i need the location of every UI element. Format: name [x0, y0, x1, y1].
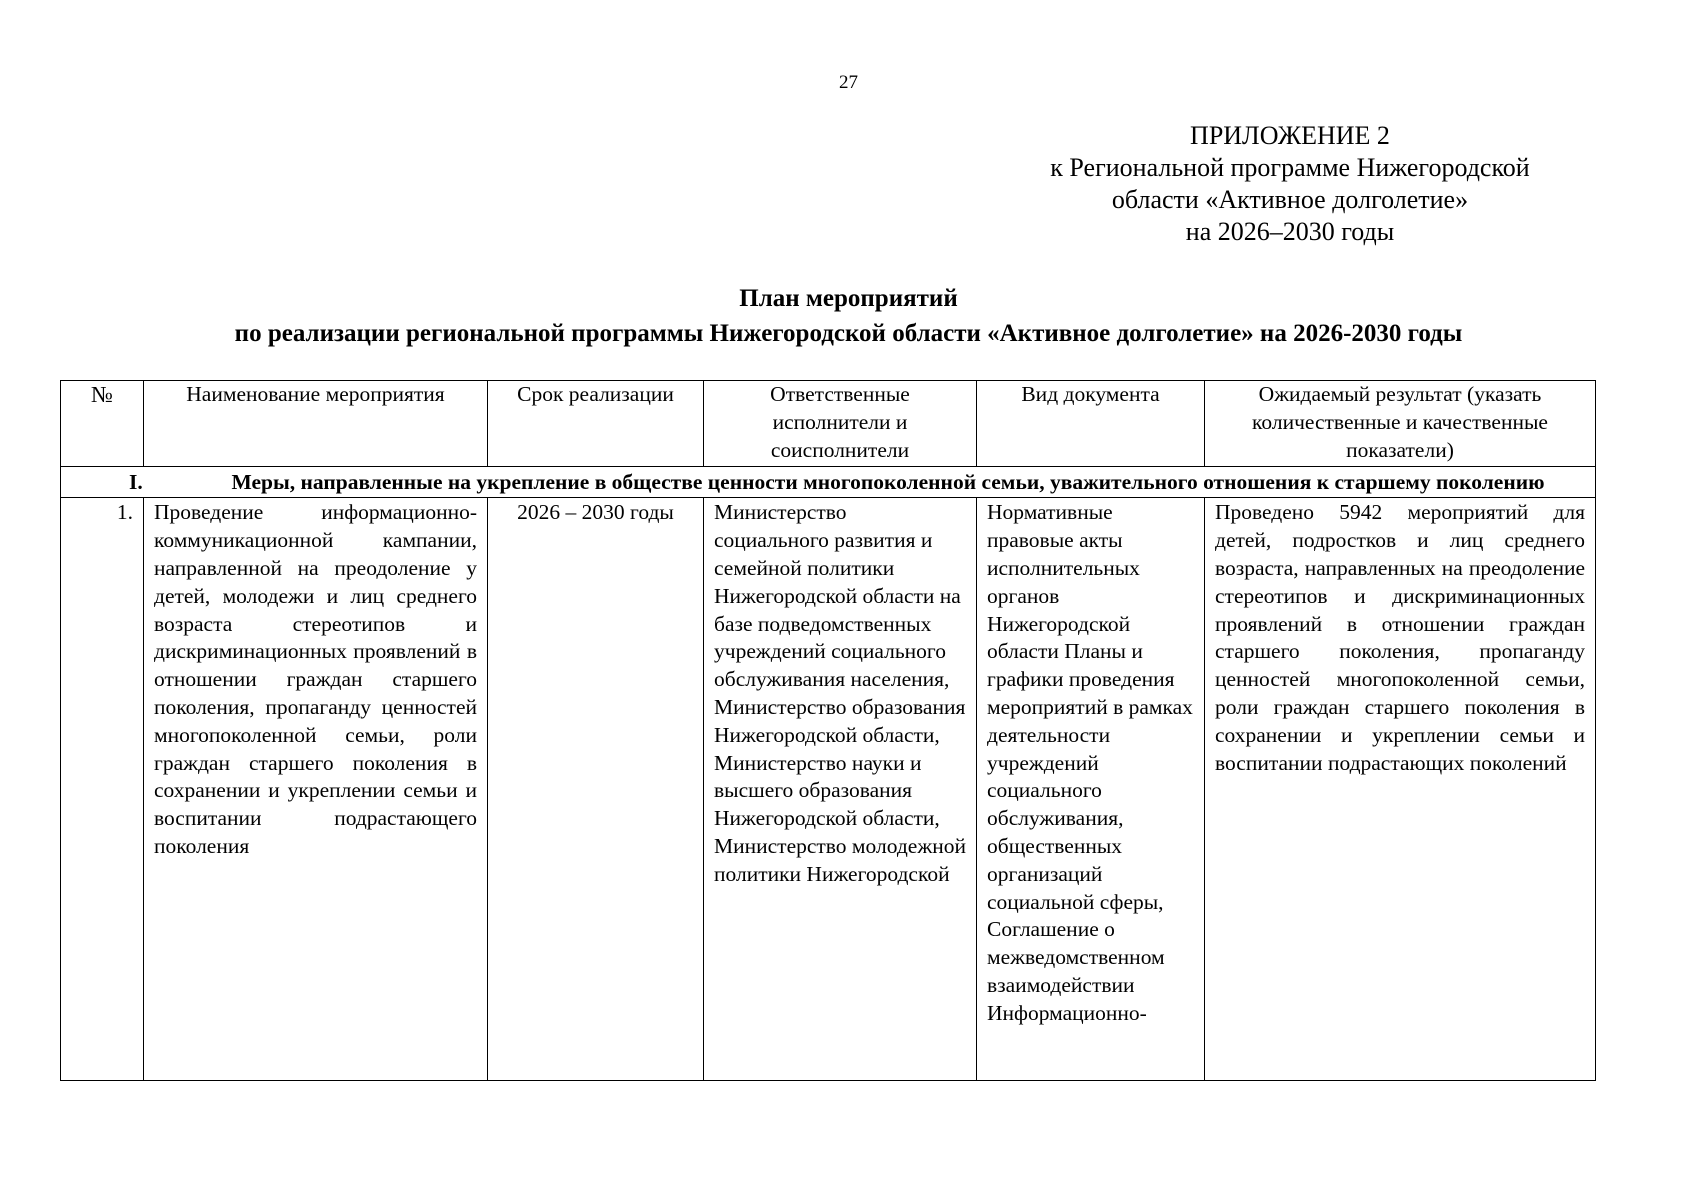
row-name: Проведение информационно-коммуникационной кампании, направленной на преодоление у детей, молодежи и лиц среднего возраста стереотипов и дискриминационных проявлений в отношении граждан старшего поколения, пропаганду ценностей многопоколенной семьи, роли граждан старшего поколения в сохранении и укреплении семьи и воспитании подрастающего поколения: [144, 498, 488, 1081]
table-row: [61, 498, 1596, 1081]
plan-title-line-2: по реализации региональной программы Нижегородской области «Активное долголетие» на 2026-2030 годы: [234, 320, 1463, 347]
header-term: Срок реализации: [488, 381, 704, 467]
row-result: Проведено 5942 мероприятий для детей, подростков и лиц среднего возраста, направленных на преодоление стереотипов и дискриминационных проявлений в отношении граждан старшего поколения, пропаганду ценностей многопоколенной семьи, роли граждан старшего поколения в сохранении и укреплении семьи и воспитании подрастающих поколений: [1205, 498, 1596, 1081]
header-executors: Ответственные исполнители и соисполнители: [704, 381, 977, 467]
appendix-line-3: области «Активное долголетие»: [1111, 185, 1469, 214]
header-num: №: [61, 381, 144, 467]
header-document: Вид документа: [977, 381, 1205, 467]
appendix-line-2: к Региональной программе Нижегородской: [1050, 153, 1530, 182]
row-document: Нормативные правовые акты исполнительных органов Нижегородской области Планы и графики проведения мероприятий в рамках деятельности учреждений социального обслуживания, общественных организаций социальной сферы, Соглашение о межведомственном взаимодействии Информационно-: [977, 498, 1205, 1081]
row-executors: Министерство социального развития и семейной политики Нижегородской области на базе подведомственных учреждений социального обслуживания населения, Министерство образования Нижегородской области, Министерство науки и высшего образования Нижегородской области, Министерство молодежной политики Нижегородской: [704, 498, 977, 1081]
section-number: I.: [129, 470, 143, 495]
plan-table: [60, 380, 1596, 1081]
header-result: Ожидаемый результат (указать количественные и качественные показатели): [1205, 381, 1596, 467]
row-term: 2026 – 2030 годы: [488, 498, 704, 1081]
plan-title: [0, 281, 1697, 351]
section-row: [61, 467, 1596, 498]
row-num: 1.: [61, 498, 144, 1081]
section-cell: [61, 467, 1596, 498]
table-header-row: [61, 381, 1596, 467]
appendix-line-1: ПРИЛОЖЕНИЕ 2: [1190, 121, 1390, 150]
header-name: Наименование мероприятия: [144, 381, 488, 467]
appendix-header: [1000, 120, 1580, 248]
page-number: 27: [839, 72, 858, 93]
plan-title-line-1: План мероприятий: [739, 285, 958, 312]
appendix-line-4: на 2026–2030 годы: [1185, 217, 1395, 246]
section-title: Меры, направленные на укрепление в обществе ценности многопоколенной семьи, уважительного отношения к старшему поколению: [231, 470, 1545, 495]
